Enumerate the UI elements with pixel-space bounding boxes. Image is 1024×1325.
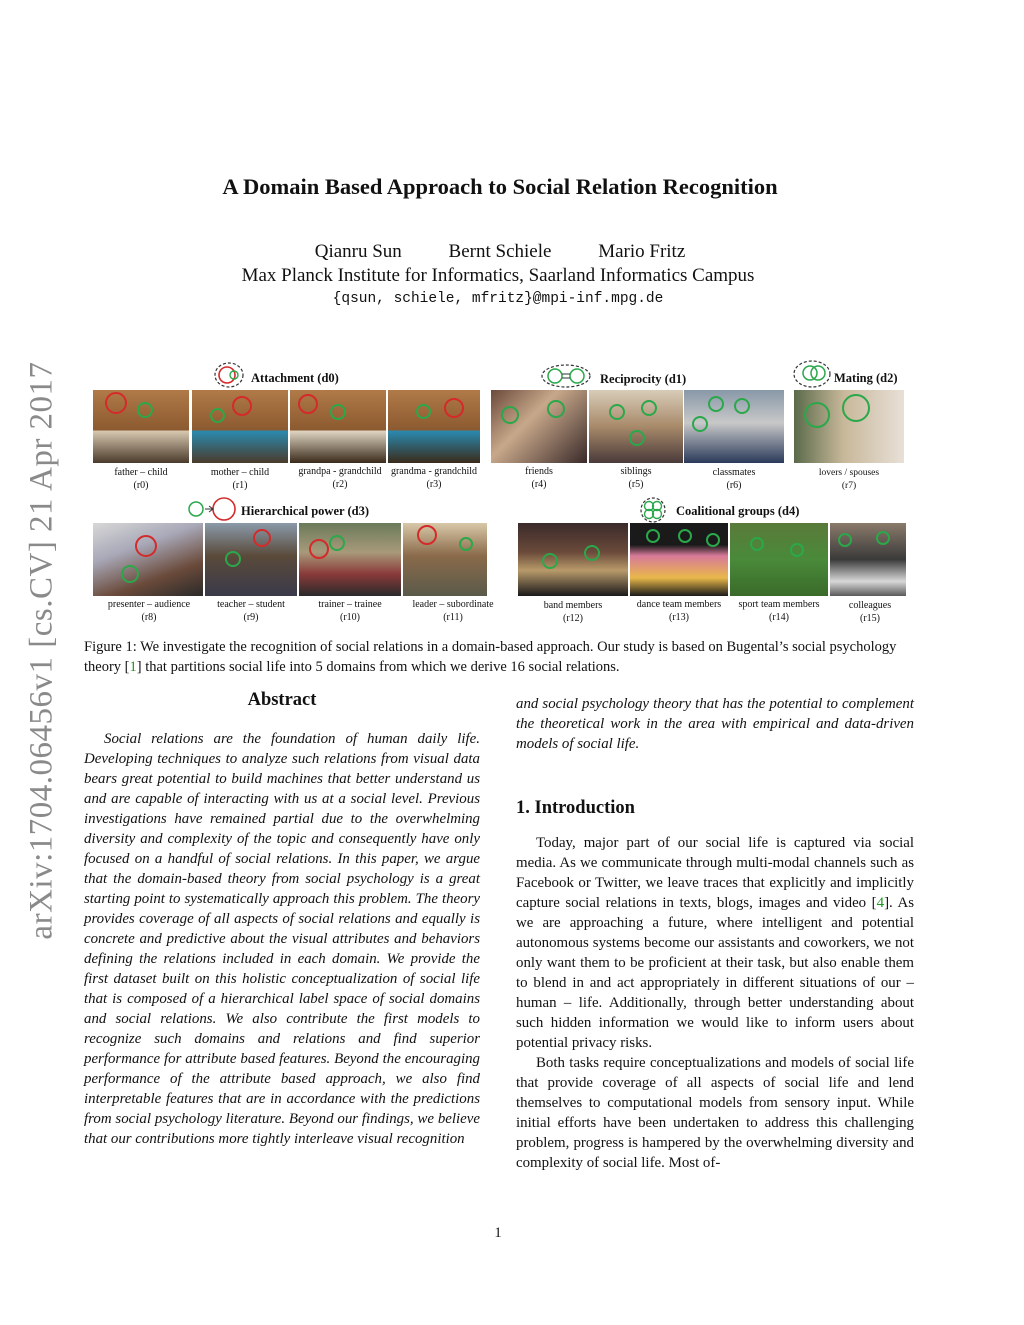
paper-title: A Domain Based Approach to Social Relation Recognition [222,174,778,199]
photo-teacher-student [205,523,297,596]
abstract-heading: Abstract [247,690,317,710]
introduction-paragraph: Today, major part of our social life is captured via social media. As we communicate through multi-modal channels such as Facebook or Twitter, we leave traces that explicitly and implicitly capture social relations in texts, blogs, images and video [4]. As we are approaching a future, where intelligent and potential autonomous systems become our assistants and coworkers, we not only want them to be proficient at their task, but also enable them to blend in and act appropriately in different situations of our – human – life. Additionally, through better understanding about such hidden information we would like to inform users about potential privacy risks. [516,835,914,1051]
reciprocity-domain-icon [540,363,592,389]
relation-caption: father – child (r0) [114,467,168,491]
photo-siblings [589,390,683,463]
left-column [84,690,480,1149]
photo-dance-team-members [630,523,728,596]
photo-presenter-audience [93,523,203,596]
introduction-paragraph: Both tasks require conceptualizations and models of social life that provide coverage of all aspects of social life and lend themselves to computational models from sensory input. While initial efforts have been undertaken to address this challenging problem, progress is hampered by the overwhelming diversity and complexity of social life. Most of- [516,1055,914,1171]
page-number: 1 [494,1225,502,1241]
author-name: Mario Fritz [598,241,686,262]
abstract-continuation: and social psychology theory that has the potential to complement the theoretical work in the area with empirical and data-driven models of social life. [516,696,914,752]
photo-grandma-grandchild [388,390,480,463]
relation-caption: presenter – audience (r8) [107,599,191,623]
relation-caption: friends (r4) [525,466,553,490]
mating-domain-icon [792,359,832,389]
relation-caption: grandma - grandchild (r3) [390,466,478,490]
domain-label-reciprocity: Reciprocity (d1) [600,372,687,386]
photo-father-child [93,390,189,463]
relation-caption: dance team members (r13) [636,599,722,623]
relation-caption: siblings (r5) [620,466,652,490]
photo-trainer-trainee [299,523,401,596]
relation-caption: classmates (r6) [712,467,756,491]
photo-classmates [684,390,784,463]
arxiv-identifier-stamp [12,355,72,945]
right-column [516,694,914,1173]
author-emails: {qsun, schiele, mfritz}@mpi-inf.mpg.de [332,291,664,307]
relation-caption: trainer – trainee (r10) [318,599,382,623]
domain-label-hierarchical-power: Hierarchical power (d3) [241,504,369,518]
relation-caption: lovers / spouses (r7) [818,468,880,491]
citation-link[interactable]: 4 [876,895,885,911]
citation-link[interactable]: 1 [129,659,137,675]
coalitional-groups-domain-icon [639,496,667,524]
arxiv-id-text: arXiv:1704.06456v1 [cs.CV] 21 Apr 2017 [23,360,60,940]
photo-leader-subordinate [403,523,487,596]
attachment-domain-icon [213,361,245,389]
hierarchical-power-domain-icon [186,496,238,522]
relation-caption: teacher – student (r9) [217,599,285,623]
photo-grandpa-grandchild [290,390,386,463]
domain-label-mating: Mating (d2) [834,371,898,385]
relation-caption: band members (r12) [543,600,603,624]
author-list [0,241,1000,263]
domain-label-coalitional-groups: Coalitional groups (d4) [676,504,800,518]
photo-band-members [518,523,628,596]
photo-colleagues [830,523,906,596]
relation-caption: grandpa - grandchild (r2) [298,466,382,490]
author-name: Qianru Sun [314,241,402,262]
introduction-heading: 1. Introduction [516,798,635,818]
figure-caption: Figure 1: We investigate the recognition of social relations in a domain-based approach. Our study is based on Bugental’s social psychology theory [1] that partitions social life into 5 domains from which we derive 16 social relations. [84,639,897,675]
author-name: Bernt Schiele [448,241,552,262]
abstract-body: Social relations are the foundation of human daily life. Developing techniques to analyze such relations from visual data bears great potential to build machines that better understand us and are capable of interacting with us at a social level. Previous investigations have remained partial due to the overwhelming diversity and complexity of the topic and consequently have only focused on a handful of social relations. In this paper, we argue that the domain-based theory from social psychology is a great starting point to systematically approach this problem. The theory provides coverage of all aspects of social relations and equally is concrete and predictive about the visual attributes and behaviors defining the relations included in each domain. We provide the first dataset built on this holistic conceptualization of social life that is composed of a hierarchical label space of social domains and social relations. We also contribute the first models to recognize such domains and relations and find superior performance for attribute based features. Beyond the encouraging performance of the attribute based approach, we also find interpretable features that are in accordance with the predictions from social psychology literature. Beyond our findings, we believe that our contributions more tightly interleave visual recognition [84,731,480,1147]
domain-label-attachment: Attachment (d0) [251,371,339,385]
relation-caption: mother – child (r1) [210,467,270,491]
relation-caption: colleagues (r15) [848,600,892,624]
relation-caption: leader – subordinate (r11) [412,599,494,623]
relation-caption: sport team members (r14) [738,599,820,623]
photo-friends [491,390,587,463]
affiliation: Max Planck Institute for Informatics, Saarland Informatics Campus [241,265,755,286]
photo-lovers-spouses [794,390,904,463]
photo-sport-team-members [730,523,828,596]
photo-mother-child [192,390,288,463]
